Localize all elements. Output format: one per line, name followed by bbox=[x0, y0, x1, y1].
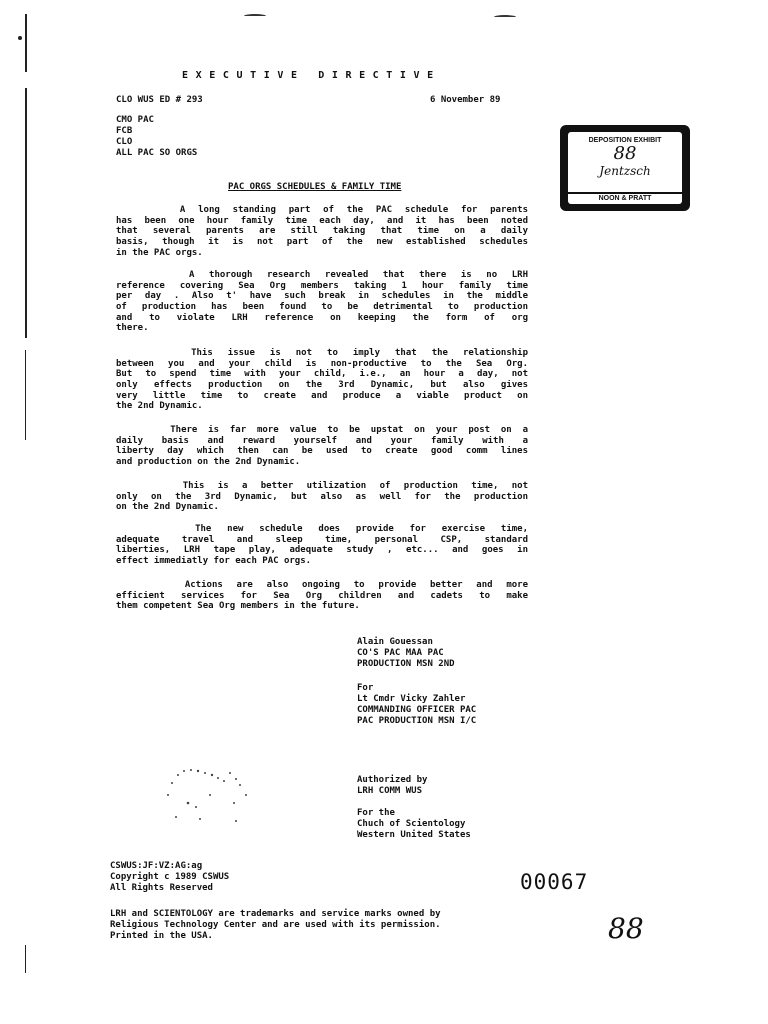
paragraph-line: adequate travel and sleep time, personal CSP, standard bbox=[116, 534, 528, 545]
paragraph-line: them competent Sea Org members in the future. bbox=[116, 601, 360, 612]
scan-mark bbox=[494, 15, 516, 19]
paragraph-line: liberties, LRH tape play, adequate study , etc... and goes in bbox=[116, 545, 528, 556]
margin-rule bbox=[25, 88, 27, 338]
signer-title: PRODUCTION MSN 2ND bbox=[357, 659, 455, 669]
paragraph-line: only effects production on the 3rd Dynamic, but also gives bbox=[116, 380, 528, 391]
directive-date: 6 November 89 bbox=[430, 95, 501, 105]
authorized-label: Authorized by bbox=[357, 775, 428, 785]
organization-name: Western United States bbox=[357, 830, 471, 840]
body-paragraph bbox=[116, 425, 528, 468]
body-paragraph bbox=[116, 481, 528, 513]
paragraph-line: only on the 3rd Dynamic, but also as well for the production bbox=[116, 491, 528, 502]
stamp-title: DEPOSITION EXHIBIT bbox=[588, 137, 662, 144]
paragraph-line: has been one hour family time each day, and it has been noted bbox=[116, 215, 528, 226]
paragraph-line: of production has been found to be detrimental to production bbox=[116, 302, 528, 313]
trademark-line: Printed in the USA. bbox=[110, 931, 213, 941]
handwritten-page-mark: 88 bbox=[608, 912, 644, 945]
signer-title: CO'S PAC MAA PAC bbox=[357, 648, 444, 658]
paragraph-line: A thorough research revealed that there is no LRH bbox=[116, 270, 528, 280]
paragraph-line: that several parents are still taking that time on a daily bbox=[116, 226, 528, 237]
document-title: EXECUTIVE DIRECTIVE bbox=[182, 70, 441, 81]
paragraph-line: basis, though it is not part of the new established schedules bbox=[116, 237, 528, 248]
organization-name: Chuch of Scientology bbox=[357, 819, 466, 829]
body-paragraph bbox=[116, 580, 528, 612]
officer-title: PAC PRODUCTION MSN I/C bbox=[357, 716, 477, 726]
paragraph-line: and to violate LRH reference on keeping the form of org bbox=[116, 312, 528, 323]
deponent-name: Jentzsch bbox=[599, 164, 651, 178]
paragraph-line: A long standing part of the PAC schedule for parents bbox=[116, 205, 528, 215]
trademark-line: Religious Technology Center and are used with its permission. bbox=[110, 920, 441, 930]
paragraph-line: the 2nd Dynamic. bbox=[116, 401, 203, 412]
recipient: CMO PAC bbox=[116, 115, 154, 125]
authorized-by: LRH COMM WUS bbox=[357, 786, 423, 796]
body-paragraph bbox=[116, 348, 528, 412]
margin-rule bbox=[25, 945, 26, 973]
paragraph-line: Actions are also ongoing to provide better and more bbox=[116, 580, 528, 590]
paragraph-line: per day . Also t' have such break in schedules in the middle bbox=[116, 291, 528, 302]
stamp-inner bbox=[568, 132, 682, 204]
paragraph-line: This is a better utilization of production time, not bbox=[116, 481, 528, 491]
document-initials: CSWUS:JF:VZ:AG:ag bbox=[110, 861, 203, 871]
paragraph-line: very little time to create and produce a viable product on bbox=[116, 390, 528, 401]
paragraph-line: reference covering Sea Org members taking 1 hour family time bbox=[116, 280, 528, 291]
paragraph-line: efficient services for Sea Org children and cadets to make bbox=[116, 590, 528, 601]
officer-title: COMMANDING OFFICER PAC bbox=[357, 705, 477, 715]
signer-name: Alain Gouessan bbox=[357, 637, 433, 647]
paragraph-line: liberty day which then can be used to create good comm lines bbox=[116, 446, 528, 457]
seal-icon bbox=[150, 755, 270, 840]
paragraph-line: This issue is not to imply that the relationship bbox=[116, 348, 528, 358]
paragraph-line: But to spend time with your child, i.e., an hour a day, not bbox=[116, 369, 528, 380]
trademark-line: LRH and SCIENTOLOGY are trademarks and service marks owned by bbox=[110, 909, 441, 919]
scan-mark bbox=[18, 36, 22, 40]
exhibit-number: 88 bbox=[613, 143, 637, 164]
for-the-label: For the bbox=[357, 808, 395, 818]
body-paragraph bbox=[116, 270, 528, 334]
paragraph-line: and production on the 2nd Dynamic. bbox=[116, 457, 301, 468]
officer-name: Lt Cmdr Vicky Zahler bbox=[357, 694, 466, 704]
subject-heading: PAC ORGS SCHEDULES & FAMILY TIME bbox=[228, 182, 402, 192]
reporter-name: NOON & PRATT bbox=[568, 192, 682, 204]
rights-line: All Rights Reserved bbox=[110, 883, 213, 893]
paragraph-line: there. bbox=[116, 323, 149, 334]
copyright-line: Copyright c 1989 CSWUS bbox=[110, 872, 230, 882]
margin-rule bbox=[25, 14, 27, 72]
recipient: FCB bbox=[116, 126, 133, 136]
scan-mark bbox=[244, 14, 266, 18]
paragraph-line: in the PAC orgs. bbox=[116, 247, 203, 258]
margin-rule bbox=[25, 350, 26, 440]
paragraph-line: daily basis and reward yourself and your family with a bbox=[116, 435, 528, 446]
recipient: ALL PAC SO ORGS bbox=[116, 148, 198, 158]
body-paragraph bbox=[116, 205, 528, 258]
recipient: CLO bbox=[116, 137, 133, 147]
deposition-exhibit-stamp bbox=[560, 125, 690, 211]
bates-number: 00067 bbox=[520, 870, 589, 894]
paragraph-line: between you and your child is non-productive to the Sea Org. bbox=[116, 358, 528, 369]
paragraph-line: There is far more value to be upstat on your post on a bbox=[116, 425, 528, 435]
directive-reference: CLO WUS ED # 293 bbox=[116, 95, 203, 105]
paragraph-line: The new schedule does provide for exercise time, bbox=[116, 524, 528, 534]
for-label: For bbox=[357, 683, 374, 693]
paragraph-line: on the 2nd Dynamic. bbox=[116, 502, 219, 513]
body-paragraph bbox=[116, 524, 528, 567]
paragraph-line: effect immediatly for each PAC orgs. bbox=[116, 556, 312, 567]
